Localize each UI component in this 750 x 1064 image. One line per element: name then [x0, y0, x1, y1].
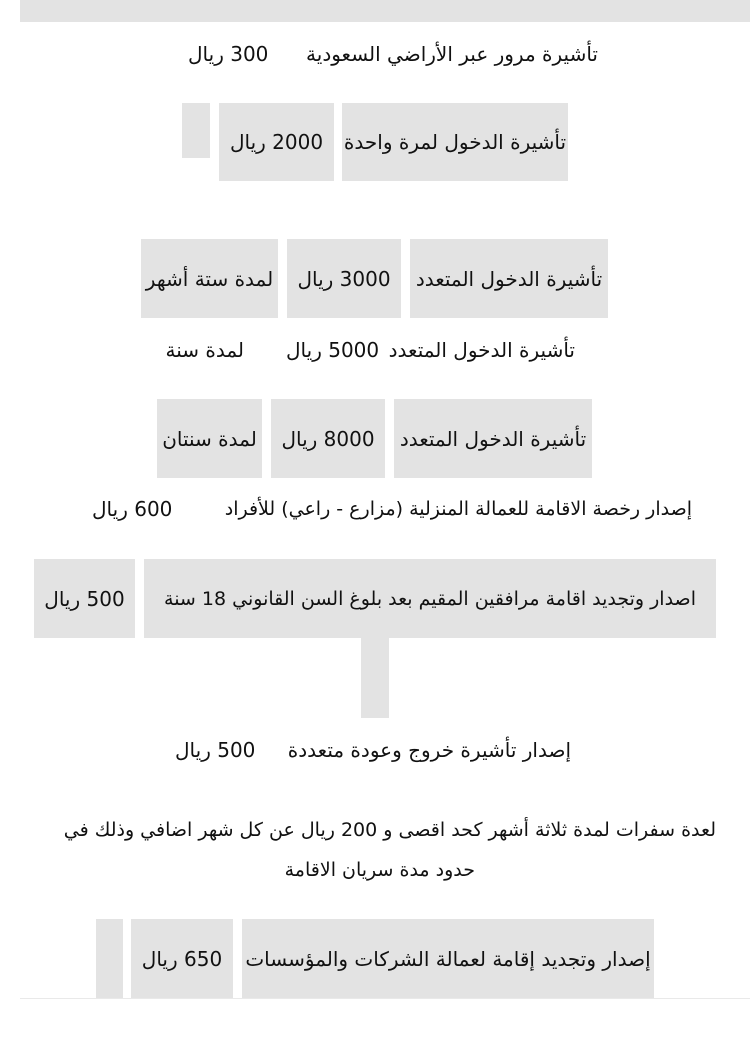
top-table-cell [20, 0, 750, 22]
companions-price: 500 ريال [44, 586, 125, 611]
exit-reentry-price: 500 ريال [175, 738, 256, 762]
multi-2y-label-cell [394, 399, 592, 478]
companions-price-cell [34, 559, 135, 638]
multi-2y-duration-cell [157, 399, 262, 478]
exit-note-line1: لعدة سفرات لمدة ثلاثة أشهر كحد اقصى و 200 ريال عن كل شهر اضافي وذلك في [63, 819, 716, 841]
multi-6m-price: 3000 ريال [297, 266, 391, 291]
exit-note-line2: حدود مدة سريان الاقامة [284, 859, 475, 881]
multi-2y-label: تأشيرة الدخول المتعدد [399, 426, 587, 451]
domestic-license-price: 600 ريال [92, 497, 173, 521]
bottom-divider [20, 998, 750, 999]
multi-1y-label: تأشيرة الدخول المتعدد [388, 338, 575, 362]
multi-2y-price-cell [271, 399, 385, 478]
multi-1y-price: 5000 ريال [286, 338, 380, 362]
single-entry-label: تأشيرة الدخول لمرة واحدة [343, 130, 567, 154]
company-workers-empty-cell [96, 919, 123, 999]
single-entry-empty-cell [182, 103, 210, 158]
company-workers-price-cell [131, 919, 233, 999]
domestic-license-label: إصدار رخصة الاقامة للعمالة المنزلية (مزارع - راعي) للأفراد [224, 498, 692, 520]
transit-visa-label: تأشيرة مرور عبر الأراضي السعودية [306, 42, 598, 66]
multi-1y-duration: لمدة سنة [165, 338, 244, 362]
exit-reentry-label: إصدار تأشيرة خروج وعودة متعددة [287, 738, 571, 762]
transit-visa-price: 300 ريال [188, 42, 269, 66]
companions-label-cell [144, 559, 716, 638]
multi-6m-price-cell [287, 239, 401, 318]
single-entry-label-cell [342, 103, 568, 181]
single-entry-price: 2000 ريال [229, 130, 324, 154]
company-workers-label: إصدار وتجديد إقامة لعمالة الشركات والمؤسسات [245, 947, 651, 971]
company-workers-price: 650 ريال [141, 947, 223, 971]
multi-6m-label-cell [410, 239, 608, 318]
multi-6m-duration: لمدة ستة أشهر [145, 266, 274, 291]
companions-label: اصدار وتجديد اقامة مرافقين المقيم بعد بلوغ السن القانوني 18 سنة [164, 587, 696, 610]
multi-2y-duration: لمدة سنتان [162, 426, 257, 451]
single-entry-price-cell [219, 103, 334, 181]
multi-2y-price: 8000 ريال [281, 426, 375, 451]
multi-6m-duration-cell [141, 239, 278, 318]
companions-empty-cell [361, 638, 389, 718]
company-workers-label-cell [242, 919, 654, 999]
multi-6m-label: تأشيرة الدخول المتعدد [415, 266, 603, 291]
